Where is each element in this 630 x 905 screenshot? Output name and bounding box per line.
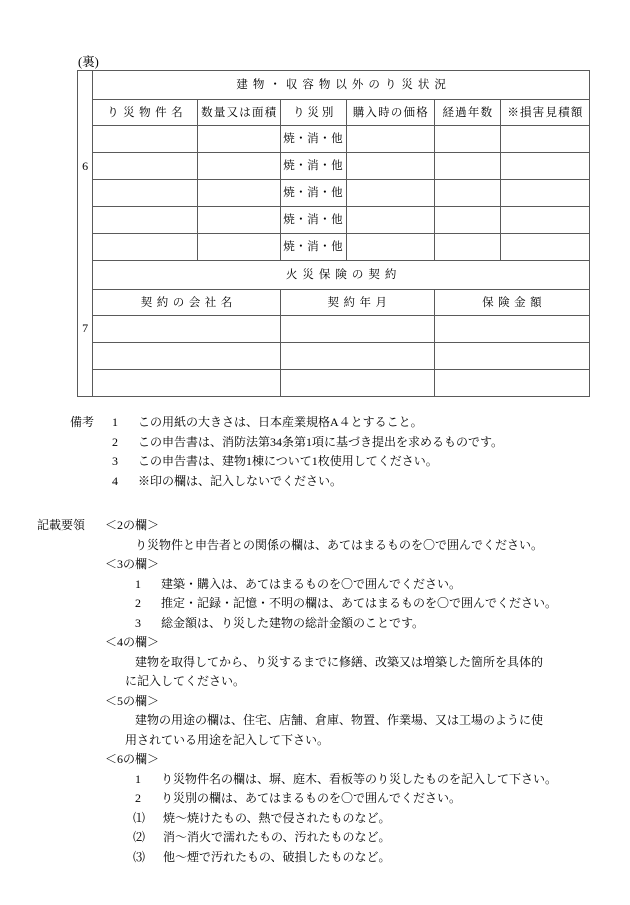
- section7-number: 7: [78, 261, 93, 397]
- note-text: この申告書は、消防法第34条第1項に基づき提出を求めるものです。: [138, 434, 504, 449]
- cell-years-elapsed[interactable]: [434, 234, 500, 261]
- cell-quantity-area[interactable]: [197, 153, 280, 180]
- cell-purchase-price[interactable]: [346, 153, 434, 180]
- table-row: [78, 316, 590, 343]
- note-text: この用紙の大きさは、日本産業規格A４とすること。: [138, 415, 423, 429]
- instructions-paragraph: り災物件と申告者との関係の欄は、あてはまるものを〇で囲んでください。: [135, 537, 544, 552]
- instructions-paragraph: 用されている用途を記入して下さい。: [125, 732, 330, 747]
- instructions-section-heading: ＜2の欄＞: [105, 518, 160, 532]
- instructions-paragraph: 建物の用途の欄は、住宅、店舗、倉庫、物置、作業場、又は工場のように使: [135, 713, 544, 727]
- cell-item-name[interactable]: [93, 126, 197, 153]
- instructions-item: [37, 614, 617, 634]
- instructions-heading-row: [37, 516, 617, 536]
- instructions-sub-item-number: ⑵: [133, 830, 146, 844]
- note-number: 1: [112, 415, 118, 429]
- cell-insurance-company[interactable]: [93, 316, 281, 343]
- instructions-item: [37, 770, 617, 790]
- instructions-item: [37, 789, 617, 809]
- instructions-item-number: 1: [135, 771, 141, 786]
- table-row: [78, 126, 590, 153]
- damage-report-table: [77, 70, 590, 397]
- cell-estimated-loss[interactable]: [500, 180, 589, 207]
- table-row: [78, 207, 590, 234]
- cell-contract-date[interactable]: [280, 370, 434, 397]
- cell-damage-type[interactable]: 焼・消・他: [280, 207, 346, 234]
- instructions-sub-item-text: 他～煙で汚れたもの、破損したものなど。: [163, 849, 391, 864]
- column-header-quantity-area: 数量又は面積: [197, 100, 280, 126]
- instructions-item: [37, 575, 617, 595]
- cell-insurance-amount[interactable]: [434, 316, 589, 343]
- cell-insurance-company[interactable]: [93, 370, 281, 397]
- column-header-estimated-loss: ※損害見積額: [500, 100, 589, 126]
- page-side-mark: (裏): [78, 55, 99, 69]
- instructions-block: [37, 516, 617, 867]
- cell-insurance-amount[interactable]: [434, 370, 589, 397]
- cell-damage-type[interactable]: 焼・消・他: [280, 180, 346, 207]
- cell-years-elapsed[interactable]: [434, 180, 500, 207]
- instructions-sub-item: [37, 848, 617, 868]
- cell-contract-date[interactable]: [280, 316, 434, 343]
- note-item: [70, 413, 615, 433]
- note-text: この申告書は、建物1棟について1枚使用してください。: [138, 454, 438, 468]
- cell-quantity-area[interactable]: [197, 234, 280, 261]
- section7-header-row: [78, 290, 590, 316]
- column-header-item-name: り災物件名: [93, 100, 197, 126]
- instructions-item-text: 推定・記録・記憶・不明の欄は、あてはまるものを〇で囲んでください。: [161, 596, 558, 610]
- cell-estimated-loss[interactable]: [500, 126, 589, 153]
- section7-banner: 火災保険の契約: [93, 261, 590, 290]
- instructions-paragraph: 建物を取得してから、り災するまでに修繕、改築又は増築した箇所を具体的: [135, 654, 544, 669]
- cell-insurance-company[interactable]: [93, 343, 281, 370]
- table-row: [78, 343, 590, 370]
- cell-quantity-area[interactable]: [197, 207, 280, 234]
- table-row: [78, 180, 590, 207]
- cell-estimated-loss[interactable]: [500, 234, 589, 261]
- instructions-item-number: 2: [135, 791, 141, 805]
- instructions-item-text: り災物件名の欄は、塀、庭木、看板等のり災したものを記入して下さい。: [161, 771, 558, 786]
- note-text: ※印の欄は、記入しないでください。: [138, 473, 343, 488]
- note-number: 2: [112, 434, 118, 449]
- instructions-sub-item: [37, 809, 617, 829]
- section6-number: 6: [78, 71, 93, 261]
- cell-quantity-area[interactable]: [197, 126, 280, 153]
- note-number: 4: [112, 473, 118, 488]
- cell-damage-type[interactable]: 焼・消・他: [280, 234, 346, 261]
- instructions-title: 記載要領: [37, 518, 86, 532]
- table-row: [78, 234, 590, 261]
- instructions-section-heading: ＜5の欄＞: [105, 693, 160, 708]
- column-header-purchase-price: 購入時の価格: [346, 100, 434, 126]
- column-header-insurance-amount: 保険金額: [434, 290, 589, 316]
- instructions-paragraph: に記入してください。: [125, 674, 246, 688]
- note-item: [70, 433, 615, 453]
- cell-purchase-price[interactable]: [346, 234, 434, 261]
- instructions-item-number: 3: [135, 615, 141, 630]
- cell-purchase-price[interactable]: [346, 126, 434, 153]
- cell-insurance-amount[interactable]: [434, 343, 589, 370]
- instructions-sub-item: [37, 828, 617, 848]
- cell-years-elapsed[interactable]: [434, 207, 500, 234]
- column-header-damage-type: り災別: [280, 100, 346, 126]
- cell-years-elapsed[interactable]: [434, 153, 500, 180]
- instructions-sub-item-number: ⑴: [133, 810, 146, 825]
- notes-label: 備考: [70, 415, 95, 429]
- section6-header-row: [78, 100, 590, 126]
- cell-item-name[interactable]: [93, 207, 197, 234]
- cell-purchase-price[interactable]: [346, 207, 434, 234]
- cell-damage-type[interactable]: 焼・消・他: [280, 126, 346, 153]
- note-item: [70, 472, 615, 492]
- instructions-sub-item-number: ⑶: [133, 849, 146, 864]
- instructions-item-number: 2: [135, 596, 141, 610]
- cell-contract-date[interactable]: [280, 343, 434, 370]
- column-header-insurance-company: 契約の会社名: [93, 290, 281, 316]
- cell-estimated-loss[interactable]: [500, 153, 589, 180]
- cell-years-elapsed[interactable]: [434, 126, 500, 153]
- cell-quantity-area[interactable]: [197, 180, 280, 207]
- instructions-item-text: り災別の欄は、あてはまるものを〇で囲んでください。: [161, 791, 462, 805]
- section7-banner-row: [78, 261, 590, 290]
- instructions-section-heading: ＜3の欄＞: [105, 557, 160, 571]
- notes-block: [70, 413, 615, 491]
- table-row: [78, 153, 590, 180]
- cell-damage-type[interactable]: 焼・消・他: [280, 153, 346, 180]
- cell-item-name[interactable]: [93, 180, 197, 207]
- note-number: 3: [112, 454, 118, 468]
- section6-banner-row: [78, 71, 590, 100]
- note-item: [70, 452, 615, 472]
- column-header-years-elapsed: 経過年数: [434, 100, 500, 126]
- instructions-section-heading: ＜6の欄＞: [105, 752, 160, 766]
- cell-item-name[interactable]: [93, 234, 197, 261]
- instructions-item-number: 1: [135, 576, 141, 591]
- cell-purchase-price[interactable]: [346, 180, 434, 207]
- instructions-item-text: 建築・購入は、あてはまるものを〇で囲んでください。: [161, 576, 462, 591]
- section6-banner: 建物・収容物以外のり災状況: [93, 71, 590, 100]
- instructions-sub-item-text: 消～消火で濡れたもの、汚れたものなど。: [163, 830, 391, 844]
- cell-item-name[interactable]: [93, 153, 197, 180]
- instructions-section-heading: ＜4の欄＞: [105, 635, 160, 649]
- instructions-sub-item-text: 焼～焼けたもの、熱で侵されたものなど。: [163, 810, 391, 825]
- column-header-contract-date: 契約年月: [280, 290, 434, 316]
- instructions-item: [37, 594, 617, 614]
- table-row: [78, 370, 590, 397]
- instructions-item-text: 総金額は、り災した建物の総計金額のことです。: [161, 615, 425, 630]
- cell-estimated-loss[interactable]: [500, 207, 589, 234]
